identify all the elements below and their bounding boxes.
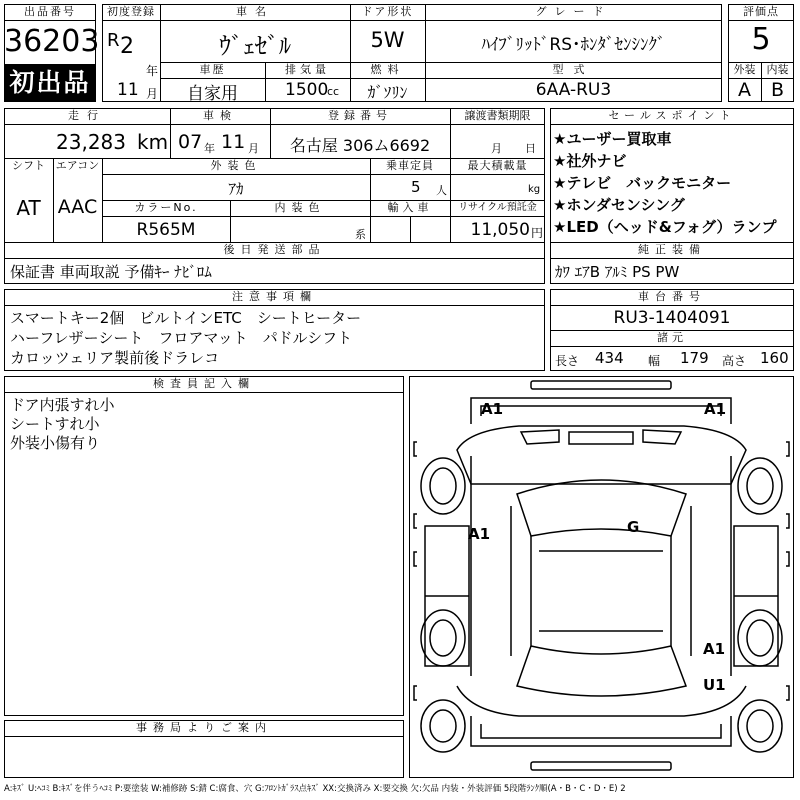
displacement-header: 排気量 [285, 63, 330, 76]
notes-line: スマートキー2個 ビルトインETC シートヒーター [10, 309, 362, 327]
ac-header: エアコン [55, 159, 100, 172]
registration-era: R [107, 30, 120, 51]
exterior-score: A [738, 79, 751, 101]
fuel-header: 燃料 [370, 63, 405, 76]
history-value: 自家用 [187, 84, 238, 104]
color-value: ｱｶ [228, 180, 244, 198]
capacity-unit: 人 [436, 184, 447, 197]
displacement-unit: cc [327, 85, 340, 98]
interior-color-header: 内装色 [274, 201, 326, 214]
damage-mark-rear-bumper: U1 [703, 676, 726, 694]
inspector-line: ドア内張すれ小 [10, 396, 115, 414]
damage-mark-roof: G [627, 518, 640, 536]
equipment-header: 純正装備 [638, 243, 706, 256]
color-header: 外装色 [210, 159, 262, 172]
notes-line: カロッツェリア製前後ドラレコ [10, 349, 220, 367]
notes-line: ハーフレザーシート フロアマット パドルシフト [10, 329, 353, 347]
height-value: 160 [760, 349, 789, 367]
color-no-value: R565M [136, 220, 196, 240]
later-parts-value: 保証書 車両取説 予備ｷｰ ﾅﾋﾞﾛﾑ [10, 263, 212, 281]
length-label: 長さ [555, 354, 580, 368]
door-header: ドア形状 [361, 5, 414, 18]
dimensions-header: 諸元 [657, 331, 687, 344]
legend-text: A:ｷｽﾞ U:ﾍｺﾐ B:ｷｽﾞを伴うﾍｺﾐ P:要塗装 W:補修跡 S:錆 C:腐食、穴 G:ﾌﾛﾝﾄｶﾞﾗｽ点ｷｽﾞ XX:交換済み X:要交換 欠:欠品 内装・外装評価 5段階ﾗﾝｸ順(A・B・C・D・E) 2 [4, 784, 626, 794]
office-header: 事務局よりご案内 [136, 721, 272, 734]
displacement-value: 1500 [285, 80, 329, 100]
chassis-header: 車台番号 [638, 290, 706, 303]
interior-label: 内装 [766, 63, 789, 76]
damage-mark-front-right: A1 [704, 400, 727, 418]
score-header: 評価点 [743, 5, 779, 18]
inspection-year: 07 [178, 131, 203, 153]
import-header: 輸入車 [387, 201, 433, 214]
sales-point-item: ★テレビ バックモニター [553, 174, 732, 192]
recycle-value: 11,050 [470, 220, 530, 240]
transfer-header: 譲渡書類期限 [464, 109, 531, 122]
car-name: ｳﾞｪｾﾞﾙ [219, 32, 291, 60]
mileage-unit: km [137, 130, 169, 154]
plate-value: 名古屋 306ム6692 [289, 136, 431, 155]
registration-year: 2 [120, 34, 134, 59]
color-no-header: カラーNo. [134, 201, 198, 214]
capacity-value: 5 [411, 178, 421, 196]
load-unit: kg [528, 184, 541, 195]
chassis-number: RU3-1404091 [613, 308, 731, 328]
fuel-value: ｶﾞｿﾘﾝ [367, 83, 408, 102]
capacity-header: 乗車定員 [386, 159, 434, 172]
damage-mark-left-door: A1 [468, 525, 491, 543]
model-value: 6AA-RU3 [535, 80, 612, 100]
shift-header: シフト [12, 159, 45, 172]
sales-point-item: ★ホンダセンシング [553, 196, 685, 214]
registration-header: 初度登録 [107, 5, 155, 18]
inspector-line: シートすれ小 [10, 415, 100, 433]
lot-number: 36203 [4, 24, 100, 59]
lot-number-header: 出品番号 [24, 5, 76, 18]
interior-score: B [770, 79, 785, 101]
model-header: 型式 [552, 63, 595, 76]
sales-point-item: ★ユーザー買取車 [553, 130, 672, 148]
equipment-value: ｶﾜ ｴｱB ｱﾙﾐ PS PW [555, 263, 680, 281]
inspection-year-unit: 年 [204, 142, 215, 155]
inspection-month-unit: 月 [248, 142, 259, 155]
registration-year-unit: 年 [146, 64, 159, 78]
transfer-month-unit: 月 [491, 142, 502, 155]
later-parts-header: 後日発送部品 [223, 243, 326, 256]
shift-value: AT [16, 196, 41, 220]
first-listing-badge: 初出品 [5, 64, 95, 101]
inspection-month: 11 [221, 131, 246, 153]
mileage-header: 走行 [68, 109, 106, 122]
ac-value: AAC [57, 196, 98, 218]
history-header: 車歴 [199, 63, 226, 76]
recycle-unit: 円 [531, 226, 544, 240]
registration-month-unit: 月 [146, 87, 159, 101]
car-name-header: 車名 [236, 5, 274, 18]
load-header: 最大積載量 [467, 159, 528, 172]
width-value: 179 [680, 349, 709, 367]
sales-point-item: ★社外ナビ [553, 152, 627, 170]
score-value: 5 [751, 22, 771, 57]
height-label: 高さ [722, 354, 747, 368]
damage-mark-rear-right: A1 [703, 640, 726, 658]
exterior-label: 外装 [733, 63, 756, 76]
length-value: 434 [595, 349, 624, 367]
notes-header: 注意事項欄 [232, 290, 317, 303]
width-label: 幅 [648, 354, 661, 368]
transfer-day-unit: 日 [525, 142, 536, 155]
car-diagram [409, 376, 794, 778]
registration-month: 11 [117, 80, 139, 100]
mileage-value: 23,283 [56, 130, 126, 154]
recycle-header: リサイクル預託金 [458, 202, 537, 213]
grade-header: グレード [535, 5, 612, 18]
interior-color-unit: 系 [355, 228, 366, 241]
sales-point-item: ★LED（ヘッド&フォグ）ランプ [553, 218, 777, 236]
door-type: 5W [370, 28, 405, 52]
damage-mark-front-left: A1 [481, 400, 504, 418]
inspector-line: 外装小傷有り [10, 434, 101, 452]
sales-points-header: セールスポイント [608, 109, 736, 122]
inspector-header: 検査員記入欄 [153, 377, 255, 390]
plate-header: 登録番号 [328, 109, 392, 122]
grade: ﾊｲﾌﾞﾘｯﾄﾞRS･ﾎﾝﾀﾞｾﾝｼﾝｸﾞ [481, 35, 666, 55]
inspection-header: 車検 [203, 109, 237, 122]
